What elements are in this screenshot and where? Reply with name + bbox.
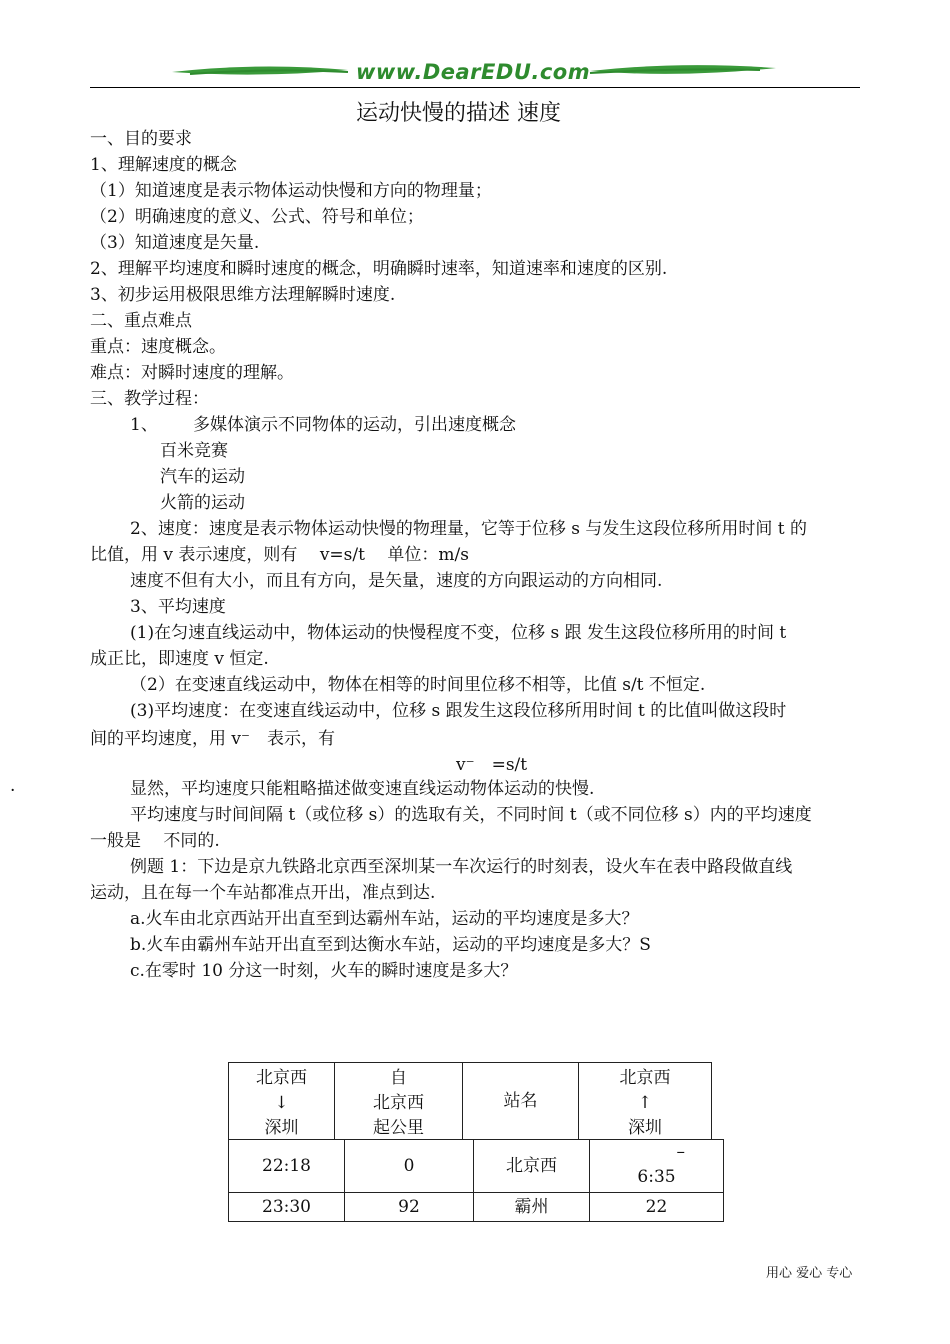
table-cell: 霸州: [473, 1192, 590, 1222]
header-text: 起公里: [373, 1118, 424, 1138]
question-a: a.火车由北京西站开出直至到达霸州车站，运动的平均速度是多大？: [130, 909, 639, 929]
text-line: 2、理解平均速度和瞬时速度的概念，明确瞬时速率，知道速率和速度的区别.: [90, 259, 668, 279]
text-line: 显然，平均速度只能粗略描述做变速直线运动物体运动的快慢.: [130, 779, 595, 799]
header-text: 深圳: [264, 1118, 299, 1138]
header-text: 深圳: [628, 1118, 662, 1138]
table-cell: 92: [344, 1192, 474, 1222]
timetable: [228, 1062, 724, 1222]
section-heading: 3、平均速度: [130, 597, 226, 617]
text-line: 难点：对瞬时速度的理解。: [90, 363, 294, 383]
table-cell: 北京西: [473, 1139, 590, 1193]
text-line: （1）知道速度是表示物体运动快慢和方向的物理量；: [90, 181, 492, 201]
list-item: 百米竞赛: [160, 441, 228, 461]
text-line: 1、理解速度的概念: [90, 155, 237, 175]
text-line: 重点：速度概念。: [90, 337, 226, 357]
table-cell: [589, 1139, 724, 1193]
text-line: （2）在变速直线运动中，物体在相等的时间里位移不相等，比值 s/t 不恒定.: [130, 675, 706, 695]
table-cell: 0: [344, 1139, 474, 1193]
text-line: 运动，且在每一个车站都准点开出，准点到达.: [90, 883, 436, 903]
question-b: b.火车由霸州车站开出直至到达衡水车站，运动的平均速度是多大？S: [130, 935, 651, 955]
header-text: 北京西: [256, 1068, 307, 1088]
list-item: 火箭的运动: [160, 493, 245, 513]
section-heading: 三、教学过程：: [90, 389, 209, 409]
text-line: （3）知道速度是矢量.: [90, 233, 260, 253]
formula: v⁻ =s/t: [456, 755, 528, 775]
table-cell: 22: [589, 1192, 724, 1222]
question-c: c.在零时 10 分这一时刻，火车的瞬时速度是多大？: [130, 961, 518, 981]
text-line: 2、速度：速度是表示物体运动快慢的物理量，它等于位移 s 与发生这段位移所用时间 t 的: [130, 519, 807, 539]
header-text: 北京西: [619, 1068, 671, 1088]
cell-text: 6:35: [637, 1167, 676, 1187]
page-title: 运动快慢的描述 速度: [356, 101, 561, 126]
header-cell-up: [578, 1062, 712, 1140]
section-heading: 二、重点难点: [90, 311, 192, 331]
text-line: 比值，用 v 表示速度，则有 v=s/t 单位：m/s: [90, 545, 469, 565]
list-item: 汽车的运动: [160, 467, 245, 487]
dash-mark: –: [676, 1142, 685, 1162]
margin-dot: ·: [10, 781, 16, 801]
logo-text: www.DearEDU.com: [356, 60, 591, 84]
text-line: 速度不但有大小，而且有方向，是矢量，速度的方向跟运动的方向相同.: [130, 571, 663, 591]
text-line: 例题 1：下边是京九铁路北京西至深圳某一车次运行的时刻表，设火车在表中路段做直线: [130, 857, 793, 877]
header-text: 自: [390, 1068, 407, 1088]
text-line: 成正比，即速度 v 恒定.: [90, 649, 269, 669]
table-cell: 23:30: [228, 1192, 345, 1222]
list-number: 1、: [130, 415, 158, 435]
down-arrow-icon: ↓: [274, 1093, 289, 1113]
page-footer: 用心 爱心 专心: [766, 1266, 853, 1281]
text-line: 3、初步运用极限思维方法理解瞬时速度.: [90, 285, 396, 305]
text-line: 多媒体演示不同物体的运动，引出速度概念: [193, 415, 516, 435]
text-line: 平均速度与时间间隔 t（或位移 s）的选取有关，不同时间 t（或不同位移 s）内的平均速度: [130, 805, 812, 825]
header-rule: [90, 87, 860, 88]
text-line: (3)平均速度：在变速直线运动中，位移 s 跟发生这段位移所用时间 t 的比值叫做这段时: [130, 701, 787, 721]
table-cell: 22:18: [228, 1139, 345, 1193]
header-cell-station: [462, 1062, 579, 1140]
up-arrow-icon: ↑: [637, 1093, 653, 1113]
header-cell-km: [334, 1062, 463, 1140]
section-heading: 一、目的要求: [90, 129, 192, 149]
header-cell-down: [228, 1062, 335, 1140]
text-line: 一般是 不同的.: [90, 831, 220, 851]
site-logo: [170, 58, 780, 88]
header-text: 北京西: [373, 1093, 424, 1113]
text-line: 间的平均速度，用 v⁻ 表示，有: [90, 729, 335, 749]
text-line: （2）明确速度的意义、公式、符号和单位；: [90, 207, 424, 227]
header-text: 站名: [503, 1091, 538, 1111]
text-line: (1)在匀速直线运动中，物体运动的快慢程度不变，位移 s 跟 发生这段位移所用的时间 t: [130, 623, 787, 643]
